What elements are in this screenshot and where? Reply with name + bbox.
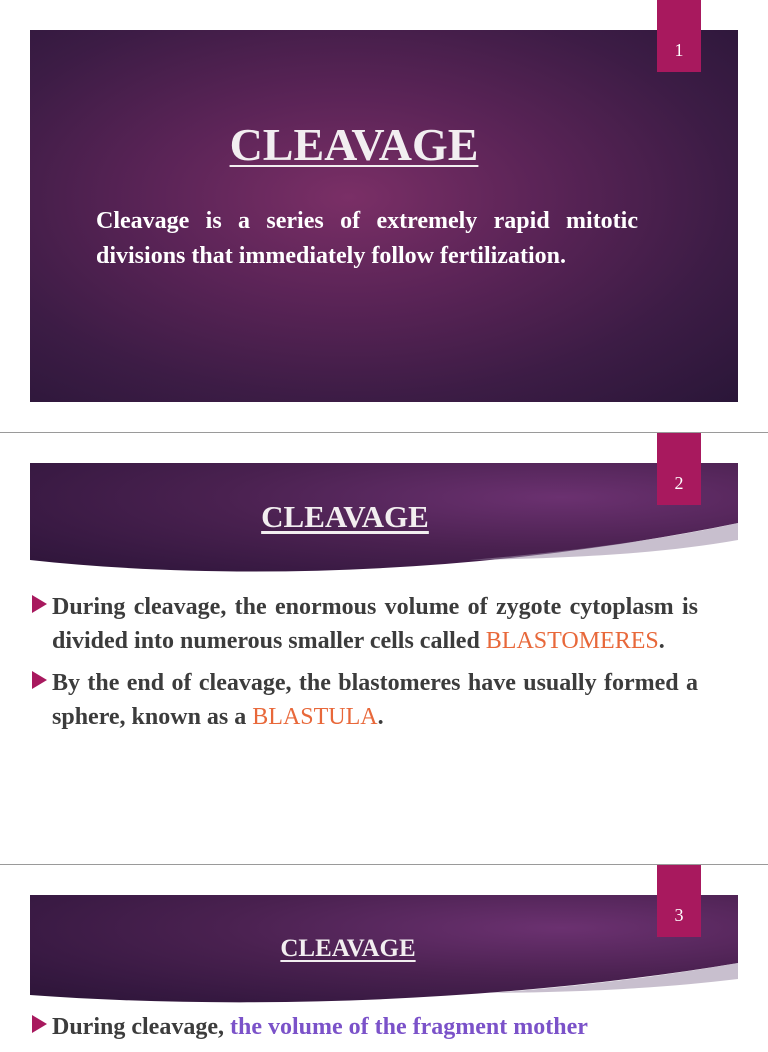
slide-number-badge: 2 — [657, 433, 701, 505]
slide-1 — [0, 0, 768, 432]
title-panel — [30, 30, 738, 402]
slide-title: CLEAVAGE — [261, 499, 429, 534]
bullet-end: . — [377, 704, 384, 730]
banner-wave — [30, 518, 738, 578]
title-banner — [30, 463, 738, 578]
title-banner — [30, 895, 738, 1005]
slide-title: CLEAVAGE — [229, 119, 479, 170]
bullet-list — [30, 590, 698, 742]
bullet-list — [30, 1010, 698, 1052]
bullet-text: During cleavage, — [52, 1014, 230, 1040]
list-item — [30, 590, 698, 658]
bullet-arrow-icon — [32, 671, 47, 689]
highlight-term: BLASTOMERES — [485, 628, 659, 654]
bullet-text: By the end of cleavage, the blastomeres have usually formed a sphere, known as a — [52, 670, 698, 730]
slide-title: CLEAVAGE — [280, 935, 416, 962]
slide-2 — [0, 433, 768, 864]
slide-number-badge: 1 — [657, 0, 701, 72]
list-item — [30, 1010, 698, 1044]
bullet-end: . — [658, 628, 665, 654]
slide-body-text: Cleavage is a series of extremely rapid mitotic divisions that immediately follow fertilization. — [96, 208, 638, 269]
banner-wave — [30, 955, 738, 1005]
bullet-arrow-icon — [32, 1015, 47, 1033]
slide-3 — [0, 865, 768, 1040]
highlight-term: the volume of the fragment mother — [229, 1014, 588, 1040]
highlight-term: BLASTULA — [252, 704, 378, 730]
list-item — [30, 666, 698, 734]
bullet-text: During cleavage, the enormous volume of zygote cytoplasm is divided into numerous smaller cells called — [52, 594, 698, 654]
bullet-arrow-icon — [32, 595, 47, 613]
slide-number-badge: 3 — [657, 865, 701, 937]
